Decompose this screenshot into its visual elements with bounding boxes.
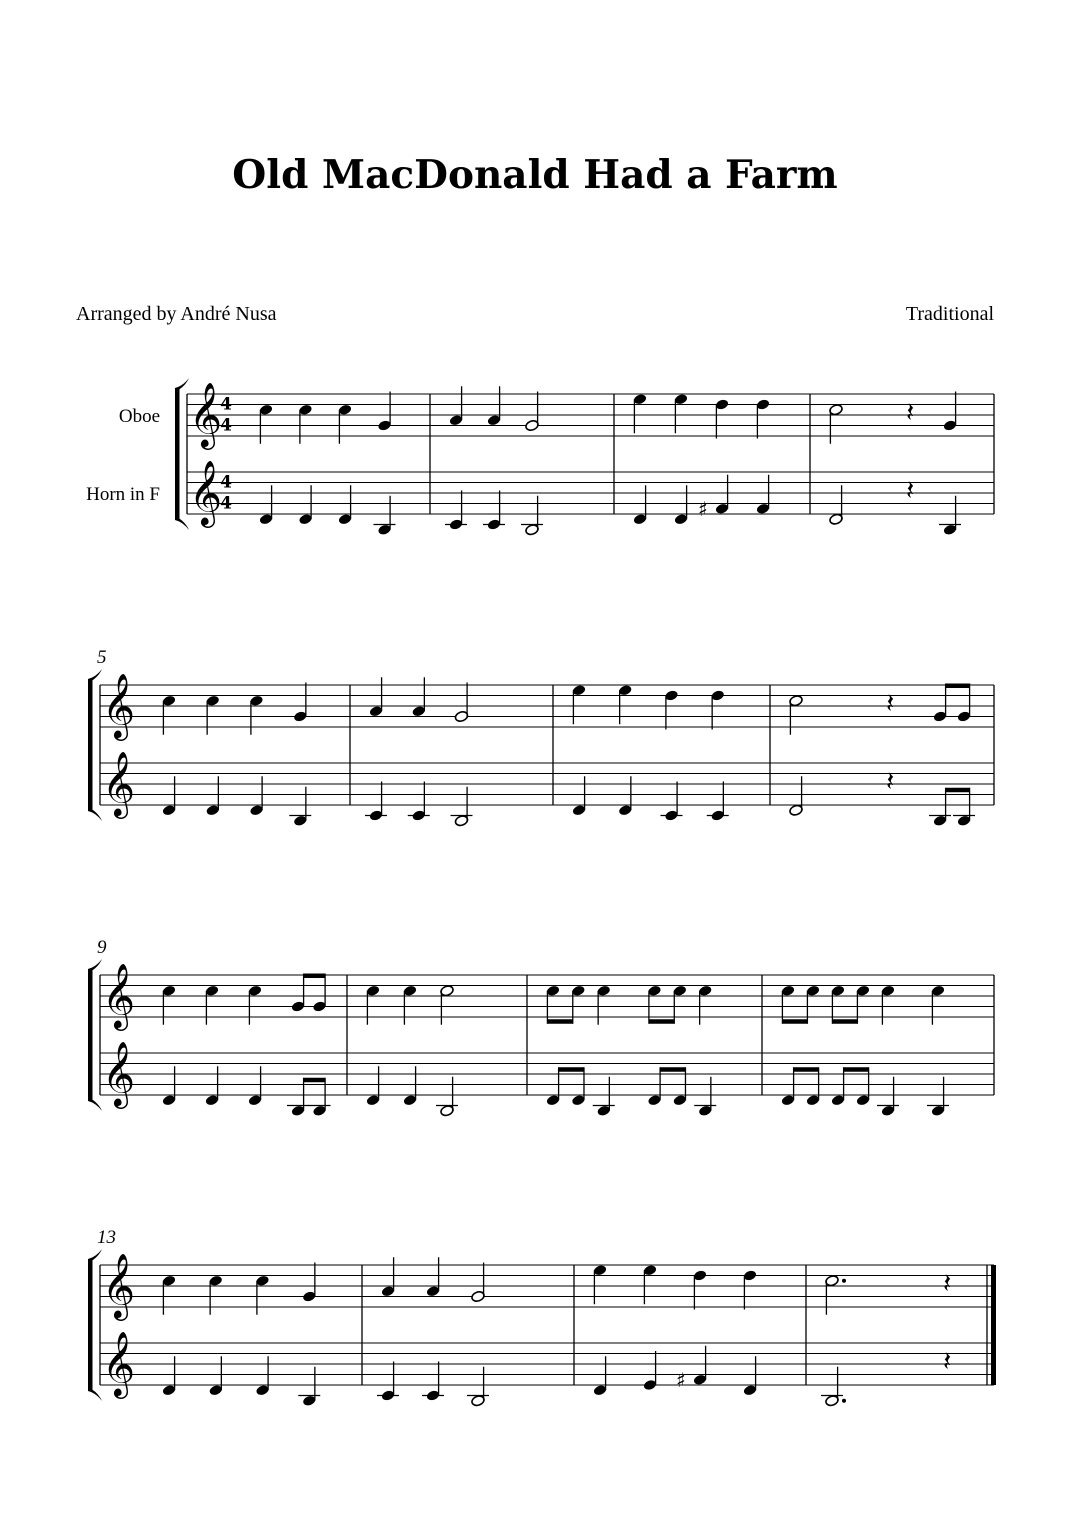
final-barline — [991, 1265, 996, 1385]
measure-number: 9 — [97, 937, 107, 958]
bracket-bottom-hook — [88, 807, 102, 821]
time-signature-numerator: 4 — [220, 394, 232, 415]
sharp-icon: ♯ — [698, 496, 708, 521]
treble-clef-icon: 𝄞 — [102, 1041, 136, 1107]
eighth-beam — [547, 1019, 572, 1024]
instrument-name-horn: Horn in F — [86, 484, 160, 505]
quarter-rest-icon: 𝄽 — [886, 688, 895, 720]
eighth-beam — [844, 1067, 869, 1072]
time-signature-numerator: 4 — [220, 472, 232, 493]
score-title: Old MacDonald Had a Farm — [232, 152, 838, 198]
quarter-rest-icon: 𝄽 — [943, 1346, 952, 1378]
system-bracket — [88, 679, 93, 811]
system-bracket — [88, 1259, 93, 1391]
quarter-rest-icon: 𝄽 — [943, 1268, 952, 1300]
treble-clef-icon: 𝄞 — [102, 1253, 136, 1319]
treble-clef-icon: 𝄞 — [102, 963, 136, 1029]
augmentation-dot — [842, 1279, 846, 1283]
bracket-bottom-hook — [175, 516, 189, 530]
treble-clef-icon: 𝄞 — [102, 1331, 136, 1397]
time-signature-denominator: 4 — [220, 493, 232, 514]
system-bracket — [175, 388, 180, 520]
composer-credit: Traditional — [905, 303, 994, 325]
quarter-rest-icon: 𝄽 — [886, 766, 895, 798]
eighth-beam — [304, 1078, 326, 1083]
treble-clef-icon: 𝄞 — [189, 460, 223, 526]
eighth-beam — [832, 1019, 857, 1024]
augmentation-dot — [842, 1399, 846, 1403]
quarter-rest-icon: 𝄽 — [906, 475, 915, 507]
bracket-top-hook — [88, 669, 102, 683]
measure-number: 5 — [97, 647, 107, 668]
bracket-bottom-hook — [88, 1387, 102, 1401]
treble-clef-icon: 𝄞 — [189, 382, 223, 448]
time-signature-denominator: 4 — [220, 415, 232, 436]
bracket-top-hook — [88, 959, 102, 973]
eighth-beam — [304, 974, 326, 979]
eighth-beam — [660, 1067, 685, 1072]
eighth-beam — [559, 1067, 584, 1072]
sharp-icon: ♯ — [676, 1367, 686, 1392]
eighth-beam — [946, 684, 970, 689]
eighth-beam — [794, 1067, 819, 1072]
bracket-bottom-hook — [88, 1097, 102, 1111]
bracket-top-hook — [175, 378, 189, 392]
eighth-beam — [649, 1019, 674, 1024]
system-bracket — [88, 969, 93, 1101]
eighth-beam — [782, 1019, 807, 1024]
instrument-name-oboe: Oboe — [118, 406, 160, 427]
arranger-credit: Arranged by André Nusa — [76, 303, 277, 325]
quarter-rest-icon: 𝄽 — [906, 397, 915, 429]
eighth-beam — [946, 788, 970, 793]
treble-clef-icon: 𝄞 — [102, 673, 136, 739]
treble-clef-icon: 𝄞 — [102, 751, 136, 817]
bracket-top-hook — [88, 1249, 102, 1263]
music-notation — [86, 378, 996, 1407]
measure-number: 13 — [97, 1227, 116, 1248]
